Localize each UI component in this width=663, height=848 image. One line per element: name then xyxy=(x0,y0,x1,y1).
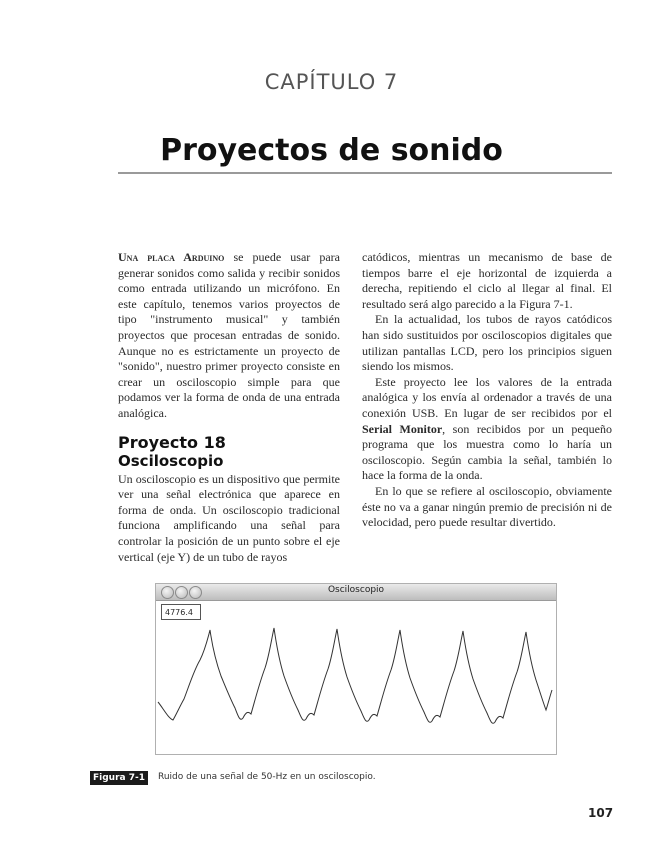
title-rule xyxy=(118,172,612,174)
value-readout: 4776.4 xyxy=(161,604,201,620)
page-number: 107 xyxy=(588,806,614,820)
intro-text: se puede usar para generar sonidos como salida y recibir sonidos como entrada utilizando un micrófono. En este capítulo, tenemos varios proyectos de tipo "instrumento musical" y también proyectos que procesan entradas de sonido. Aunque no es estrictamente un proyecto de "sonido", nuestro primer proyecto consiste en crear un osciloscopio simple para que podamos ver la forma de onda de una entrada analógica. xyxy=(118,250,340,420)
right-paragraph-2: En la actualidad, los tubos de rayos catódicos han sido sustituidos por osciloscopios digitales que utilizan pantallas LCD, pero los principios siguen siendo los mismos. xyxy=(362,312,612,374)
right-paragraph-4: En lo que se refiere al osciloscopio, obviamente éste no va a ganar ningún premio de precisión ni de velocidad, pero puede resultar divertido. xyxy=(362,483,612,530)
figure-caption: Ruido de una señal de 50-Hz en un osciloscopio. xyxy=(158,772,376,782)
right-paragraph-3-end: , son recibidos por un pequeño programa que los muestra como lo haría un osciloscopio. Según cambia la señal, también lo hace la forma de la onda. xyxy=(362,421,612,483)
project-subtitle: Osciloscopio xyxy=(118,451,224,470)
intro-paragraph xyxy=(118,250,340,422)
chapter-label: CAPÍTULO 7 xyxy=(264,70,399,94)
project-title: Proyecto 18 xyxy=(118,432,226,452)
serial-monitor-term: Serial Monitor xyxy=(362,421,443,436)
right-paragraph-3-start: Este proyecto lee los valores de la entrada analógica y los envía al ordenador a través de una conexión USB. En lugar de ser recibidos por el xyxy=(362,374,612,420)
project-paragraph: Un osciloscopio es un dispositivo que permite ver una señal electrónica que aparece en forma de onda. Un osciloscopio tradicional funciona amplificando una señal para controlar la posición de un punto sobre el eje vertical (eje Y) de un tubo de rayos xyxy=(118,471,340,564)
right-paragraph-3 xyxy=(362,375,612,484)
waveform-plot xyxy=(156,584,556,754)
right-paragraph-1: catódicos, mientras un mecanismo de base de tiempos barre el eje horizontal de izquierda a derecha, repitiendo el ciclo al llegar al final. El resultado será algo parecido a la Figura 7-1. xyxy=(362,250,612,311)
waveform-trace xyxy=(158,628,552,723)
figure-label: Figura 7-1 xyxy=(90,771,148,785)
oscilloscope-window xyxy=(155,583,557,755)
intro-lead: Una placa Arduino xyxy=(118,250,225,264)
right-column xyxy=(362,250,612,531)
chapter-title: Proyectos de sonido xyxy=(160,133,503,168)
left-column xyxy=(118,250,340,565)
window-title: Osciloscopio xyxy=(327,585,385,595)
